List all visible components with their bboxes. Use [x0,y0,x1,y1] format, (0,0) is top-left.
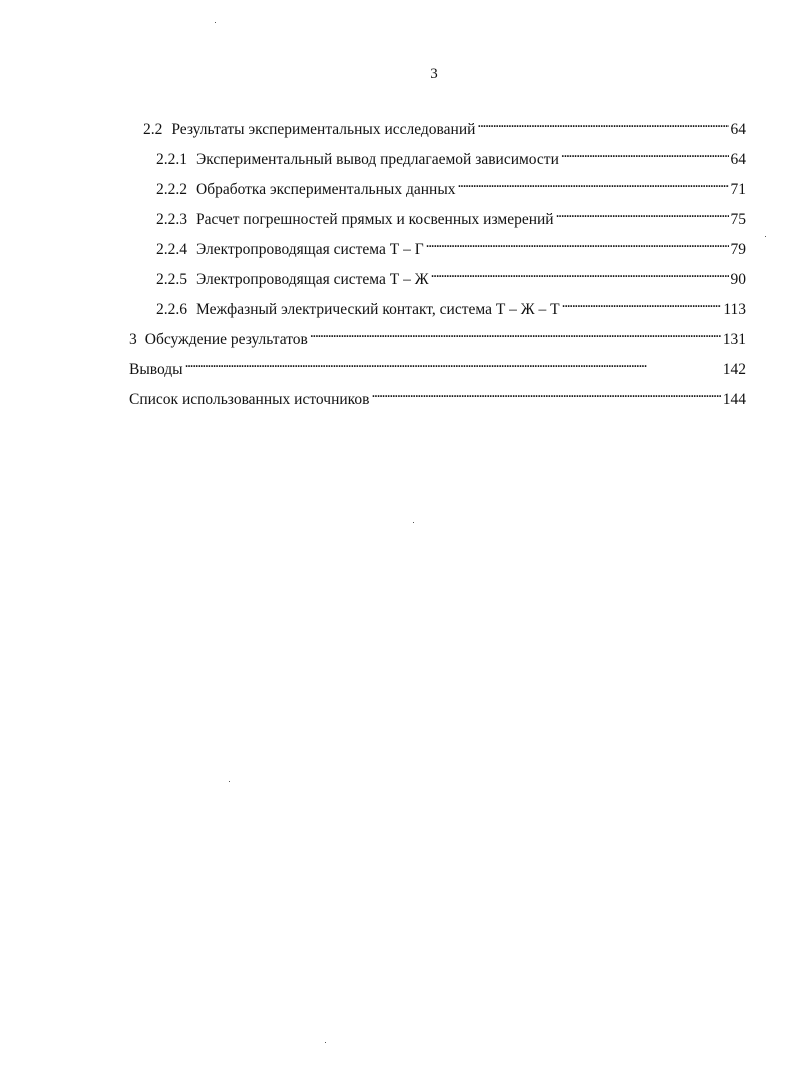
toc-entry [143,112,746,138]
toc-leader-dots [562,292,722,314]
toc-entry-number: 2.2.4 [156,241,187,258]
toc-entry-title: Расчет погрешностей прямых и косвенных измерений [196,211,554,228]
toc-entry-page: 113 [723,301,746,318]
toc-entry-title: Межфазный электрический контакт, система Т – Ж – Т [196,301,560,318]
toc-entry [156,262,746,288]
toc-entry [156,172,746,198]
scan-speck [215,22,216,23]
toc-entry-title: Электропроводящая система Т – Г [196,241,424,258]
toc-leader-dots [431,262,729,284]
toc-entry-number: 3 [129,331,137,348]
toc-entry-number: 2.2.1 [156,151,187,168]
page-number: 3 [430,66,438,82]
toc-entry-number: 2.2.2 [156,181,187,198]
toc-entry-page: 79 [730,241,746,258]
toc-leader-dots [310,322,721,344]
toc-entry [156,232,746,258]
toc-entry [156,292,746,318]
toc-leader-dots [371,382,720,404]
toc-leader-dots [426,232,729,254]
toc-entry-number: 2.2 [143,121,163,138]
toc-entry [129,352,746,378]
toc-leader-dots [561,142,729,164]
toc-entry [156,142,746,168]
toc-entry-page: 75 [730,211,746,228]
toc-entry-page: 64 [730,151,746,168]
toc-leader-dots [477,112,728,134]
scan-speck [229,781,230,782]
toc-entry-title: Обработка экспериментальных данных [196,181,456,198]
toc-entry [129,382,746,408]
toc-entry-title: Выводы [129,361,183,378]
toc-entry [156,202,746,228]
toc-entry-page: 64 [730,121,746,138]
toc-entry-page: 131 [722,331,746,348]
toc-entry-page: 71 [730,181,746,198]
toc-entry-title: Обсуждение результатов [144,331,308,348]
toc-entry-number: 2.2.3 [156,211,187,228]
toc-entry-title: Экспериментальный вывод предлагаемой зависимости [196,151,559,168]
toc-entry-page: 144 [722,391,746,408]
toc-leader-dots [556,202,729,224]
toc-entry-number: 2.2.6 [156,301,187,318]
scan-speck [765,236,766,237]
toc-entry [129,322,746,348]
toc-entry-title: Электропроводящая система Т – Ж [196,271,429,288]
toc-entry-title: Список использованных источников [129,391,370,408]
scan-speck [413,522,414,523]
scan-speck [325,1042,326,1043]
toc-entry-title: Результаты экспериментальных исследований [171,121,476,138]
toc-leader-dots [185,352,721,374]
toc-entry-page: 142 [722,361,746,378]
toc-leader-dots [457,172,728,194]
toc-entry-page: 90 [730,271,746,288]
toc-entry-number: 2.2.5 [156,271,187,288]
